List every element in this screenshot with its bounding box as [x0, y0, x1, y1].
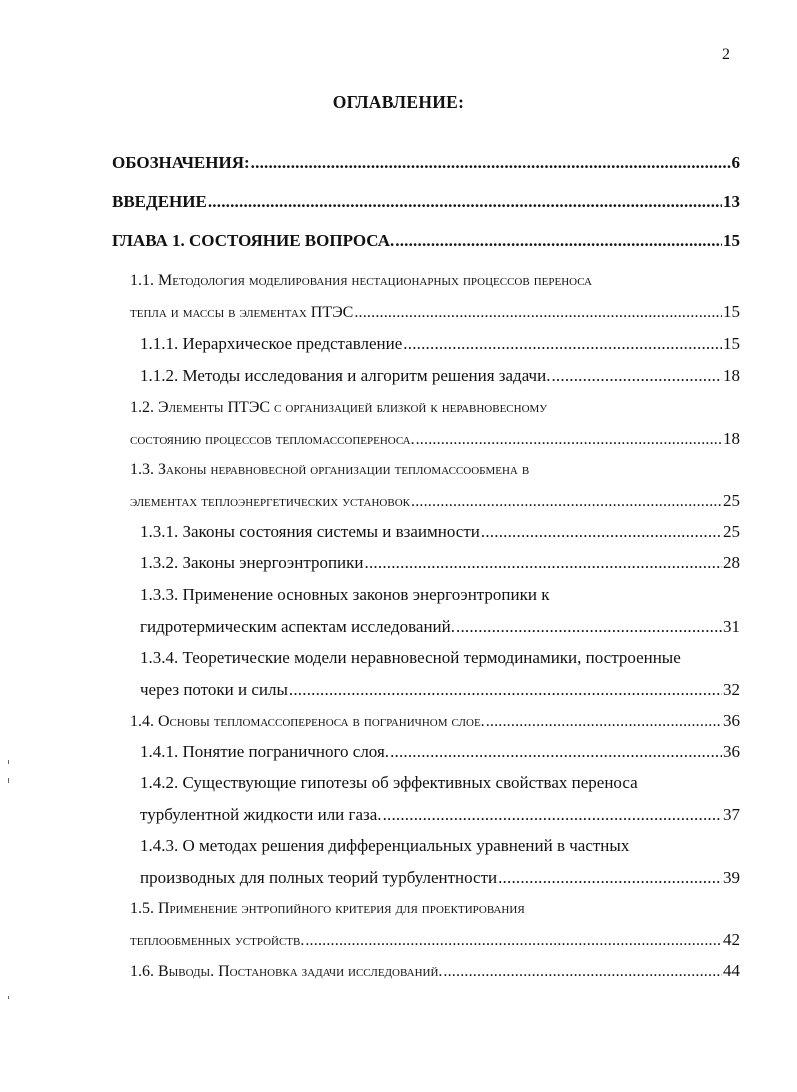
scan-mark — [8, 760, 9, 764]
toc-entry-page: 36 — [723, 711, 740, 730]
toc-entry-page: 15 — [723, 231, 740, 250]
toc-entry-page: 36 — [723, 742, 740, 761]
toc-leader — [383, 804, 722, 826]
toc-entry-title: ОБОЗНАЧЕНИЯ: — [112, 153, 250, 172]
toc-leader — [403, 333, 722, 355]
page-number: 2 — [722, 46, 730, 63]
toc-entry-title: 1.3.1. Законы состояния системы и взаимности — [140, 522, 480, 541]
toc-leader — [443, 961, 722, 983]
toc-leader — [411, 491, 722, 513]
toc-entry-title: 1.4. Основы тепломассопереноса в пограничном слое. — [130, 713, 485, 730]
toc-entry-title-line1[interactable]: 1.3.3. Применение основных законов энергоэнтропики к — [140, 585, 550, 604]
toc-entry-title: 1.1.1. Иерархическое представление — [140, 334, 403, 353]
toc-leader — [365, 552, 722, 574]
toc-leader — [481, 521, 722, 543]
toc-entry-title: ВВЕДЕНИЕ — [112, 192, 207, 211]
toc-entry-title: гидротермическим аспектам исследований. — [140, 617, 455, 636]
toc-entry-title: теплообменных устройств. — [130, 932, 305, 949]
toc-entry[interactable] — [130, 710, 740, 732]
toc-leader — [289, 679, 722, 701]
toc-heading: ОГЛАВЛЕНИЕ: — [332, 92, 465, 112]
toc-entry[interactable] — [140, 741, 740, 763]
toc-entry-title-line1[interactable]: 1.1. Методология моделирования нестационарных процессов переноса — [130, 272, 592, 289]
toc-entry[interactable] — [140, 521, 740, 543]
toc-leader — [251, 152, 731, 174]
toc-entry-title: элементах теплоэнергетических установок — [130, 493, 410, 510]
toc-entry-title-line1[interactable]: 1.3.4. Теоретические модели неравновесной термодинамики, построенные — [140, 648, 681, 667]
toc-entry[interactable] — [140, 867, 740, 889]
toc-entry-title: состоянию процессов тепломассопереноса. — [130, 431, 415, 448]
toc-entry[interactable] — [112, 191, 740, 213]
toc-entry-title-line1[interactable]: 1.5. Применение энтропийного критерия для проектирования — [130, 900, 525, 917]
toc-entry[interactable] — [130, 301, 740, 323]
toc-entry[interactable] — [140, 616, 740, 638]
toc-entry-title: турбулентной жидкости или газа. — [140, 805, 382, 824]
toc-entry-page: 25 — [723, 491, 740, 510]
toc-entry-page: 39 — [723, 868, 740, 887]
toc-leader — [354, 302, 722, 324]
toc-entry[interactable] — [130, 490, 740, 512]
scan-mark — [8, 996, 9, 999]
toc-entry[interactable] — [140, 365, 740, 387]
toc-entry-title: тепла и массы в элементах ПТЭС — [130, 304, 354, 321]
toc-entry[interactable] — [140, 804, 740, 826]
toc-entry-title: 1.4.1. Понятие пограничного слоя. — [140, 742, 390, 761]
toc-entry-title: 1.1.2. Методы исследования и алгоритм решения задачи. — [140, 366, 551, 385]
toc-entry[interactable] — [140, 552, 740, 574]
toc-leader — [551, 365, 722, 387]
toc-leader — [456, 616, 722, 638]
toc-entry-title-line1[interactable]: 1.3. Законы неравновесной организации тепломассообмена в — [130, 461, 530, 478]
toc-entry-title-line1[interactable]: 1.4.2. Существующие гипотезы об эффективных свойствах переноса — [140, 773, 638, 792]
toc-leader — [390, 741, 722, 763]
toc-entry[interactable] — [112, 230, 740, 252]
toc-entry-page: 28 — [723, 553, 740, 572]
toc-entry-page: 15 — [723, 302, 740, 321]
toc-entry-page: 42 — [723, 930, 740, 949]
toc-leader — [486, 711, 722, 733]
toc-leader — [498, 867, 722, 889]
toc-entry-title: 1.3.2. Законы энергоэнтропики — [140, 553, 364, 572]
toc-entry-page: 13 — [723, 192, 740, 211]
toc-entry-title: через потоки и силы — [140, 680, 288, 699]
toc-entry[interactable] — [130, 428, 740, 450]
toc-entry-page: 37 — [723, 805, 740, 824]
toc-entry-page: 18 — [723, 429, 740, 448]
toc-leader — [395, 230, 722, 252]
toc-entry-page: 18 — [723, 366, 740, 385]
toc-entry[interactable] — [130, 929, 740, 951]
toc-entry-title: 1.6. Выводы. Постановка задачи исследований. — [130, 963, 443, 980]
toc-entry-page: 15 — [723, 334, 740, 353]
toc-entry-page: 32 — [723, 680, 740, 699]
toc-entry-page: 6 — [731, 153, 740, 172]
scan-mark — [8, 778, 9, 783]
toc-entry[interactable] — [140, 333, 740, 355]
toc-entry[interactable] — [130, 960, 740, 982]
toc-entry[interactable] — [140, 679, 740, 701]
toc-entry-title-line1[interactable]: 1.2. Элементы ПТЭС с организацией близкой к неравновесному — [130, 399, 548, 416]
toc-leader — [416, 429, 722, 451]
toc-entry-page: 25 — [723, 522, 740, 541]
toc-entry-title: производных для полных теорий турбулентности — [140, 868, 498, 887]
toc-entry-title-line1[interactable]: 1.4.3. О методах решения дифференциальных уравнений в частных — [140, 836, 630, 855]
toc-leader — [305, 930, 722, 952]
toc-entry-page: 31 — [723, 617, 740, 636]
toc-entry[interactable] — [112, 152, 740, 174]
toc-leader — [208, 191, 722, 213]
toc-entry-page: 44 — [723, 961, 740, 980]
toc-entry-title: ГЛАВА 1. СОСТОЯНИЕ ВОПРОСА. — [112, 231, 395, 250]
